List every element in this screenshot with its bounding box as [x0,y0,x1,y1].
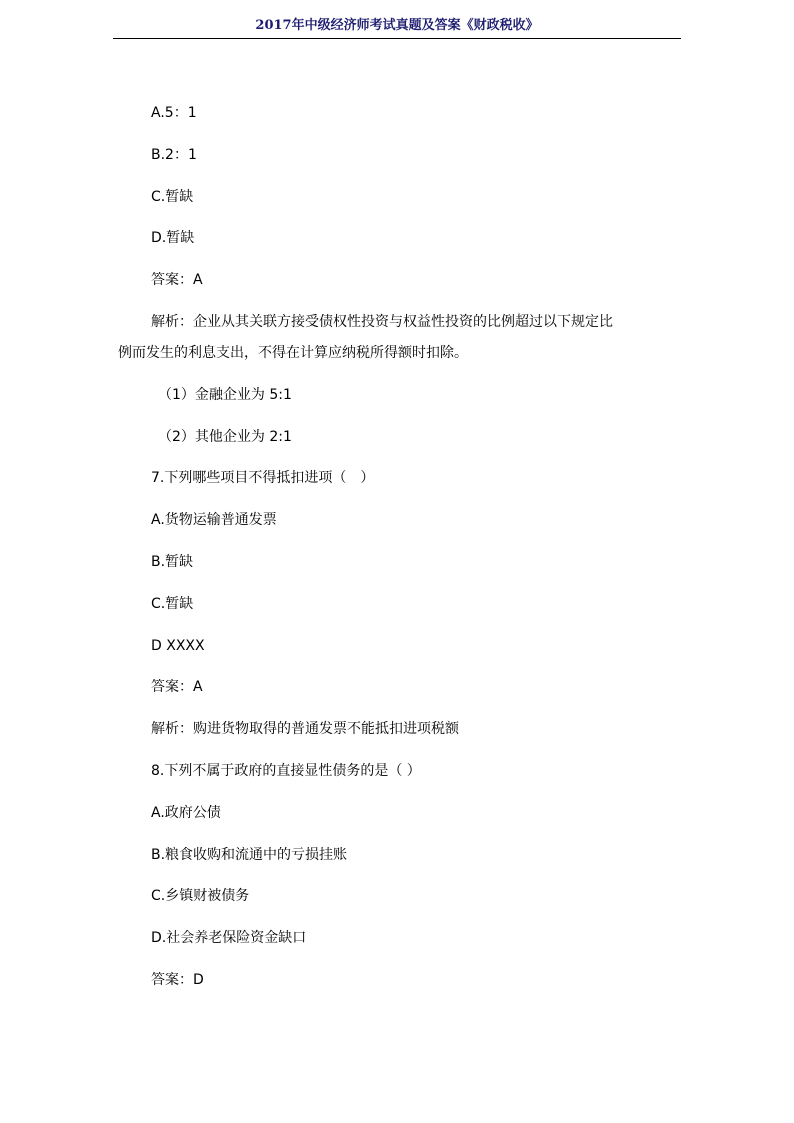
q7-option-d: D XXXX [151,638,205,654]
question-7: 7.下列哪些项目不得抵扣进项（ ） [151,470,375,486]
q8-option-b: B.粮食收购和流通中的亏损挂账 [151,847,348,863]
q7-option-b: B.暂缺 [151,554,194,570]
answer-6: 答案：A [151,272,203,288]
option-a-ratio: A.5：1 [151,105,197,121]
q7-option-a: A.货物运输普通发票 [151,512,277,528]
explanation-6-line2: 例而发生的利息支出，不得在计算应纳税所得额时扣除。 [118,345,468,361]
q8-option-a: A.政府公债 [151,805,221,821]
explanation-6-item1: （1）金融企业为 5:1 [158,387,292,403]
answer-8: 答案：D [151,972,204,988]
explanation-6-item2: （2）其他企业为 2:1 [158,429,292,445]
answer-7: 答案：A [151,679,203,695]
option-d: D.暂缺 [151,230,195,246]
question-8: 8.下列不属于政府的直接显性债务的是（ ） [151,763,421,779]
q7-option-c: C.暂缺 [151,596,194,612]
document-title: 2017年中级经济师考试真题及答案《财政税收》 [255,18,539,33]
q8-option-d: D.社会养老保险资金缺口 [151,930,307,946]
explanation-6-line1: 解析：企业从其关联方接受债权性投资与权益性投资的比例超过以下规定比 [151,314,613,330]
option-b-ratio: B.2：1 [151,147,197,163]
page-header [113,18,681,39]
option-c: C.暂缺 [151,189,194,205]
explanation-7: 解析：购进货物取得的普通发票不能抵扣进项税额 [151,721,459,737]
q8-option-c: C.乡镇财被债务 [151,888,250,904]
